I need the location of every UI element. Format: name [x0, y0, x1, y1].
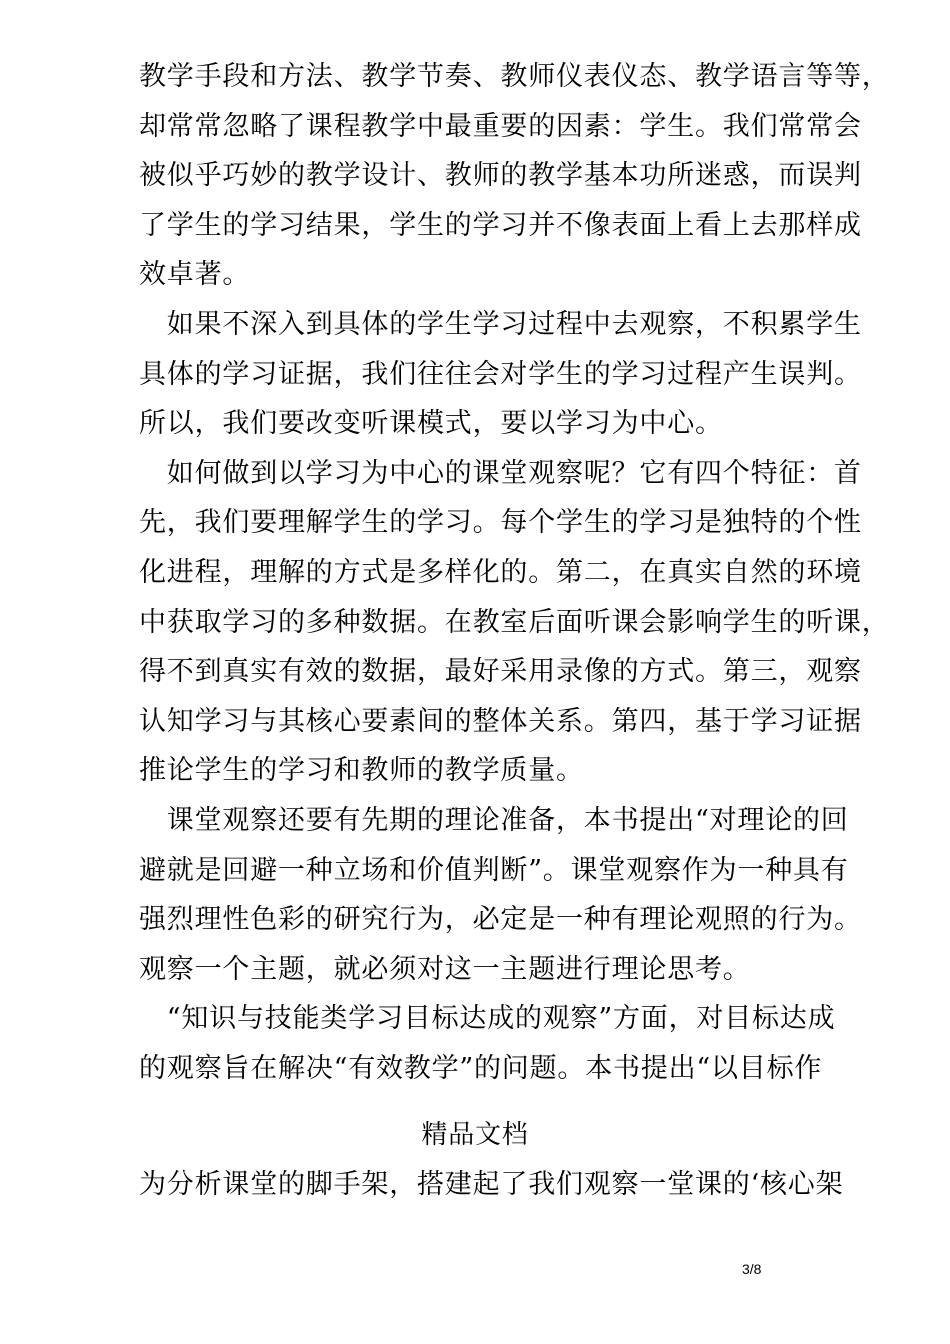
text-line: 先，我们要理解学生的学习。每个学生的学习是独特的个性 [139, 507, 862, 539]
text-line: 教学手段和方法、教学节奏、教师仪表仪态、教学语言等等， [139, 61, 890, 92]
text-line: 课堂观察还要有先期的理论准备，本书提出“对理论的回 [139, 805, 849, 836]
text-line: 化进程，理解的方式是多样化的。第二，在真实自然的环境 [139, 557, 862, 588]
text-line: 推论学生的学习和教师的教学质量。 [139, 755, 584, 787]
text-line: 得不到真实有效的数据，最好采用录像的方式。第三，观察 [139, 656, 862, 688]
text-line: “知识与技能类学习目标达成的观察”方面，对目标达成 [139, 1003, 836, 1035]
text-line: 为分析课堂的脚手架，搭建起了我们观察一堂课的‘核心架 [139, 1169, 844, 1200]
text-line: 避就是回避一种立场和价值判断”。课堂观察作为一种具有 [139, 854, 849, 886]
text-line: 的观察旨在解决“有效教学”的问题。本书提出“以目标作 [139, 1053, 823, 1084]
text-line: 被似乎巧妙的教学设计、教师的教学基本功所迷惑，而误判 [139, 160, 862, 192]
text-line: 所以，我们要改变听课模式，要以学习为中心。 [139, 408, 723, 440]
text-line: 具体的学习证据，我们往往会对学生的学习过程产生误判。 [139, 358, 862, 390]
text-line: 如何做到以学习为中心的课堂观察呢？它有四个特征：首 [139, 457, 862, 489]
text-line: 效卓著。 [139, 259, 251, 291]
text-line: 了学生的学习结果，学生的学习并不像表面上看上去那样成 [139, 209, 862, 241]
text-line: 如果不深入到具体的学生学习过程中去观察，不积累学生 [139, 309, 862, 340]
text-line: 观察一个主题，就必须对这一主题进行理论思考。 [139, 953, 751, 985]
text-line: 却常常忽略了课程教学中最重要的因素：学生。我们常常会 [139, 110, 862, 142]
text-line: 认知学习与其核心要素间的整体关系。第四，基于学习证据 [139, 705, 862, 737]
text-line: 强烈理性色彩的研究行为，必定是一种有理论观照的行为。 [139, 904, 862, 936]
footer-watermark-label: 精品文档 [421, 1120, 529, 1150]
text-line: 中获取学习的多种数据。在教室后面听课会影响学生的听课， [139, 606, 890, 638]
page-number: 3/8 [742, 1261, 762, 1277]
